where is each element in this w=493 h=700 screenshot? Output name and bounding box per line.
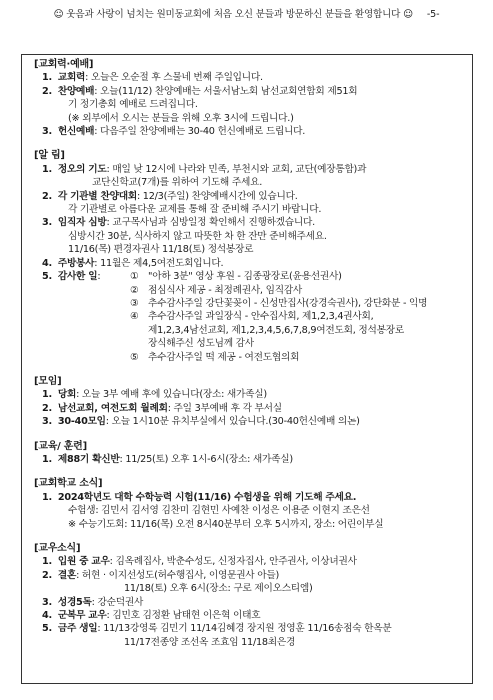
thanks-item-cont: 장식해주신 성도님께 감사 bbox=[148, 338, 254, 350]
page-number: -5- bbox=[426, 9, 440, 20]
worship-item-2-note: (※ 외부에서 오시는 분들을 위해 오후 3시에 드립니다.) bbox=[68, 112, 294, 124]
section-title-school: [교회학교 소식] bbox=[34, 478, 103, 490]
section-title-meeting: [모임] bbox=[34, 375, 62, 387]
section-school bbox=[34, 477, 466, 531]
bulletin-content bbox=[34, 58, 466, 649]
members-item-5: 5. 금주 생일: 11/13강영록 김민기 11/14김혜경 장지원 정영훈 11/16송점숙 한옥분 bbox=[42, 623, 392, 635]
education-item-1: 1. 제88기 확신반: 11/25(토) 오후 1시-6시(장소: 새가족실) bbox=[42, 453, 293, 465]
members-item-2: 2. 결혼: 허현 · 이지선성도(허수행집사, 이영문권사 아들) bbox=[42, 569, 279, 581]
section-title-news: [알 림] bbox=[34, 150, 65, 162]
members-item-1: 1. 입원 중 교우: 김옥례집사, 박춘수성도, 신정자집사, 안주권사, 이상녀권사 bbox=[42, 556, 357, 568]
school-examinees: 수험생: 김민서 김서영 김찬미 김현민 사예찬 이성은 이용준 이현지 조은선 bbox=[68, 505, 370, 517]
school-prayer-note: ※ 수능기도회: 11/16(목) 오전 8시40분부터 오후 5시까지, 장소: 어린이부실 bbox=[68, 518, 384, 530]
news-item-2: 2. 각 기관별 찬양대회: 12/3(주일) 찬양예배시간에 있습니다. bbox=[42, 190, 298, 202]
worship-item-1: 1. 교회력: 오늘은 오순절 후 스물네 번째 주일입니다. bbox=[42, 72, 263, 84]
members-item-5-cont: 11/17전종양 조선옥 조효임 11/18최은경 bbox=[124, 636, 296, 648]
thanks-item: ④ 추수감사주일 과일장식 - 안수집사회, 제1,2,3,4권사회, bbox=[130, 311, 374, 323]
meeting-item-3: 3. 30-40모임: 오늘 1시10분 유치부실에서 있습니다.(30-40헌신예배 의논) bbox=[42, 416, 360, 428]
welcome-banner bbox=[0, 9, 493, 21]
section-members bbox=[34, 542, 466, 649]
meeting-item-2: 2. 남선교회, 여전도회 월례회: 주일 3부예배 후 각 부서실 bbox=[42, 402, 282, 414]
worship-item-2: 2. 찬양예배: 오늘(11/12) 찬양예배는 서울서남노회 남선교회연합회 제51회 bbox=[42, 85, 358, 97]
news-item-1: 1. 정오의 기도: 매일 낮 12시에 나라와 민족, 부천시와 교회, 교단(예장통합)과 bbox=[42, 163, 367, 175]
section-title-worship: [교회력·예배] bbox=[34, 59, 94, 70]
worship-item-3: 3. 헌신예배: 다음주일 찬양예배는 30-40 헌신예배로 드립니다. bbox=[42, 126, 306, 138]
section-title-education: [교육/ 훈련] bbox=[34, 440, 87, 452]
welcome-text: ☺ 웃음과 사랑이 넘치는 원미동교회에 처음 오신 분들과 방문하신 분들을 환영합니다 ☺ bbox=[53, 9, 413, 20]
section-meeting bbox=[34, 375, 466, 429]
section-title-members: [교우소식] bbox=[34, 543, 81, 555]
members-item-2-cont: 11/18(토) 오후 6시(장소: 구로 제이오스티엠) bbox=[124, 583, 313, 595]
meeting-item-1: 1. 당회: 오늘 3부 예배 후에 있습니다(장소: 새가족실) bbox=[42, 389, 267, 401]
members-item-4: 4. 군복무 교우: 김민호 김정환 남태현 이은혁 이태호 bbox=[42, 610, 261, 622]
news-item-5: 5. 감사한 일: bbox=[42, 271, 101, 283]
section-news bbox=[34, 149, 466, 364]
thanks-item-cont: 제1,2,3,4남선교회, 제1,2,3,4,5,6,7,8,9여전도회, 정석봉장로 bbox=[148, 324, 404, 336]
section-worship bbox=[34, 58, 466, 138]
news-item-4: 4. 주방봉사: 11월은 제4,5여전도회입니다. bbox=[42, 257, 224, 269]
news-item-3-cont-1: 심방시간 30분, 식사하지 않고 따뜻한 차 한 잔만 준비해주세요. bbox=[68, 230, 327, 242]
members-item-3: 3. 성경5독: 강순덕권사 bbox=[42, 596, 144, 608]
news-item-3: 3. 임직자 심방: 교구목사님과 심방일정 확인해서 진행하겠습니다. bbox=[42, 217, 315, 229]
news-item-1-cont: 교단신학교(7개)를 위하여 기도해 주세요. bbox=[92, 177, 263, 189]
news-item-2-cont: 각 기관별로 아름다운 교제를 통해 잘 준비해 주시기 바랍니다. bbox=[68, 204, 322, 216]
worship-item-2-cont: 기 정기총회 예배로 드려집니다. bbox=[68, 99, 198, 111]
thanks-list bbox=[34, 270, 466, 364]
section-education bbox=[34, 440, 466, 467]
thanks-item: ⑤ 추수감사주일 떡 제공 - 여전도협의회 bbox=[130, 351, 300, 363]
thanks-item: ② 점심식사 제공 - 최정례권사, 임직감사 bbox=[130, 284, 303, 296]
school-item-1: 1. 2024학년도 대학 수학능력 시험(11/16) 수험생을 위해 기도해 주세요. bbox=[42, 491, 357, 503]
news-item-3-cont-2: 11/16(목) 편경자권사 11/18(토) 정석봉장로 bbox=[68, 244, 254, 256]
thanks-item: ③ 추수감사주일 강단꽃꽂이 - 신성만집사(강경숙권사), 강단화분 - 익명 bbox=[130, 297, 428, 309]
thanks-item: ① "아하 3분" 영상 후원 - 김종광장로(윤용선권사) bbox=[130, 271, 342, 283]
